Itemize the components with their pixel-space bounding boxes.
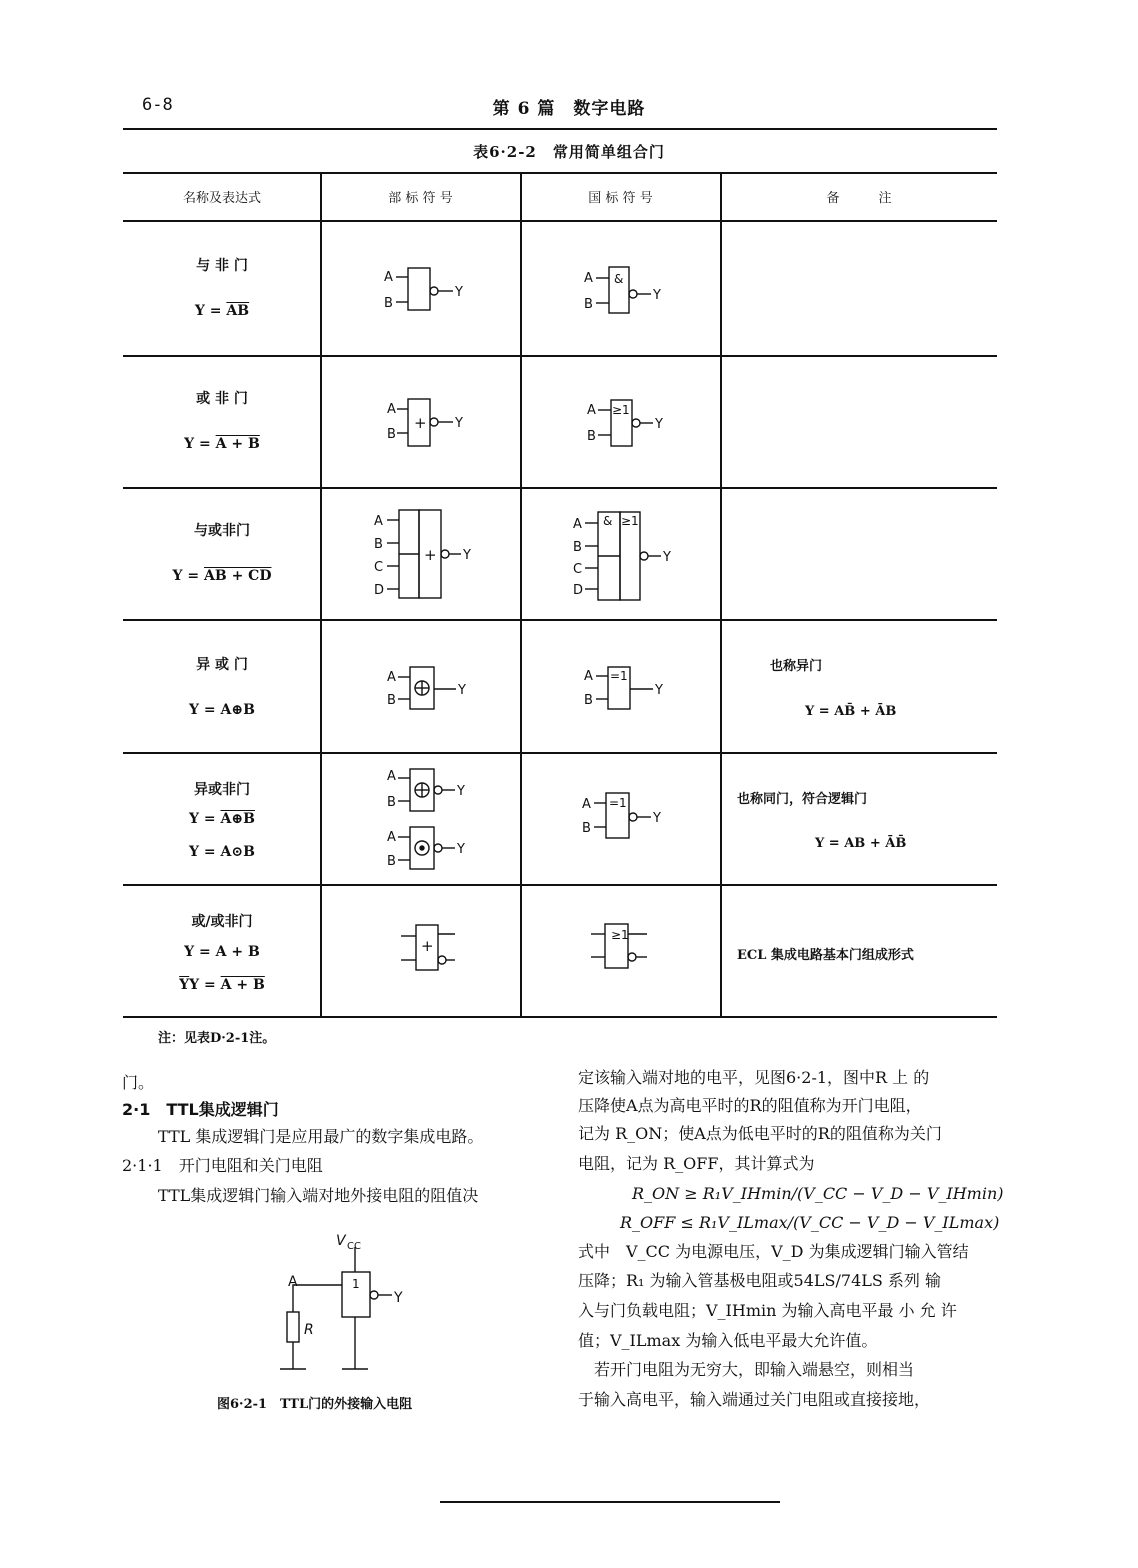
section-heading: 2·1 TTL集成逻辑门 [122,1100,279,1119]
or-plus-symbol: + [414,414,427,432]
input-a-label: A [587,403,596,418]
remark-line: 也称同门，符合逻辑门 [737,792,868,807]
paragraph-line: 入与门负载电阻；V_IHmin 为输入高电平最 小 允 许 [578,1301,957,1320]
gate-symbol: 1 [352,1277,360,1291]
output-y-label: Y [463,548,471,563]
nand-ministry-body [408,268,430,310]
gate-name: 异 或 门 [196,657,248,673]
gate-name: 异或非门 [194,782,250,798]
input-a-label: A [582,797,591,812]
gate-expression-alt: Y = A⊙B [189,844,255,860]
input-a-label: A [387,670,396,685]
gate-expression: Y = A + B [184,944,260,960]
vcc-subscript: CC [347,1241,361,1252]
formula-r-off: R_OFF ≤ R₁V_ILmax/(V_CC − V_D − V_ILmax) [620,1213,1000,1232]
gate-expression: Y = AB + CD [172,568,272,584]
column-header-national-symbol: 国 标 符 号 [588,191,653,206]
and-symbol: & [614,272,624,286]
remark-line: ECL 集成电路基本门组成形式 [737,948,914,963]
input-b-label: B [573,540,582,555]
or-ge1-symbol: ≥1 [621,514,639,528]
section-title: 第 6 篇 数字电路 [492,99,646,119]
page-number: 6-8 [142,95,173,115]
paragraph-line: 值；V_ILmax 为输入低电平最大允许值。 [578,1331,878,1350]
formula-r-on: R_ON ≥ R₁V_IHmin/(V_CC − V_D − V_IHmin) [632,1184,1004,1203]
table-title: 表6·2-2 常用简单组合门 [473,143,665,161]
output-y-label: Y [655,683,663,698]
column-header-name: 名称及表达式 [182,191,261,206]
paragraph: TTL 集成逻辑门是应用最广的数字集成电路。 [158,1127,484,1146]
paragraph-line: 式中 V_CC 为电源电压，V_D 为集成逻辑门输入管结 [578,1242,969,1261]
page-footer-rule [440,1501,780,1503]
resistor-label: R [304,1322,314,1338]
paragraph-line: 定该输入端对地的电平，见图6·2-1，图中R 上 的 [578,1068,930,1087]
input-b-label: B [582,821,591,836]
input-a-label: A [288,1274,298,1290]
input-b-label: B [387,427,396,442]
output-y-label: Y [655,417,663,432]
column-header-ministry-symbol: 部 标 符 号 [388,191,453,206]
input-a-label: A [387,402,396,417]
input-c-label: C [573,562,583,577]
gate-name: 或 非 门 [196,391,248,407]
input-a-label: A [573,517,582,532]
or-plus-symbol: + [421,937,434,955]
output-y-label: Y [653,288,661,303]
remark-line: 也称异门 [770,659,823,674]
gate-symbols-drawing [321,220,1120,1018]
output-y-label: Y [663,550,671,565]
input-a-label: A [584,669,593,684]
input-b-label: B [387,854,396,869]
figure-caption: 图6·2-1 TTL门的外接输入电阻 [217,1397,413,1412]
paragraph: TTL集成逻辑门输入端对地外接电阻的阻值决 [158,1186,479,1205]
gate-expression: $Y = \overline{AB}$ [194,303,250,319]
input-c-label: C [374,560,384,575]
paragraph-line: 电阻，记为 R_OFF，其计算式为 [578,1154,815,1173]
column-header-remarks: 备 注 [826,191,892,206]
paragraph-continuation: 门。 [122,1073,155,1092]
resistor-r [287,1312,299,1342]
input-a-label: A [384,270,393,285]
output-y-label: Y [457,784,465,799]
gate-expression: Y = A + B [184,436,260,452]
output-y-label: Y [653,811,661,826]
input-a-label: A [387,769,396,784]
input-b-label: B [384,296,393,311]
and-symbol: & [603,514,613,528]
vcc-label: V [336,1233,346,1249]
gate-name: 与或非门 [194,523,250,539]
paragraph-line: 压降使A点为高电平时的R的阻值称为开门电阻， [578,1096,922,1115]
output-y-label: Y [455,285,463,300]
input-a-label: A [584,271,593,286]
subsection-heading: 2·1·1 开门电阻和关门电阻 [122,1156,323,1175]
paragraph-line: 于输入高电平，输入端通过关门电阻或直接接地， [578,1390,931,1409]
xor-eq1-symbol: =1 [610,669,628,683]
paragraph-line: 若开门电阻为无穷大，即输入端悬空，则相当 [578,1360,915,1379]
input-b-label: B [587,429,596,444]
paragraph-line: 记为 R_ON；使A点为低电平时的R的阻值称为关门 [578,1124,942,1143]
input-a-label: A [387,830,396,845]
xor-eq1-symbol: =1 [609,796,627,810]
input-b-label: B [374,537,383,552]
output-y-label: Y [457,842,465,857]
remark-formula: Y = AB̄ + ĀB [805,704,897,719]
or-plus-symbol: + [424,546,437,564]
or-ge1-symbol: ≥1 [612,403,630,417]
input-d-label: D [573,583,584,598]
remark-formula: Y = AB + ĀB̄ [815,836,907,851]
input-a-label: A [374,514,383,529]
input-b-label: B [387,693,396,708]
header-rule [123,128,997,130]
gate-name: 或/或非门 [191,914,253,930]
input-b-label: B [387,795,396,810]
figure-ttl-input-resistor [270,1225,440,1385]
table-footnote: 注：见表D·2-1注。 [158,1031,276,1046]
gate-expression-complement: $\overline{Y}Y = A + B$ [179,977,265,993]
output-y-label: Y [394,1290,403,1306]
output-y-label: Y [458,683,466,698]
gate-expression: Y = A⊕B [189,811,255,827]
output-y-label: Y [455,416,463,431]
or-ge1-symbol: ≥1 [611,928,629,942]
gate-name: 与 非 门 [196,258,248,274]
input-b-label: B [584,297,593,312]
input-b-label: B [584,693,593,708]
gate-expression: Y = A⊕B [189,702,255,718]
paragraph-line: 压降；R₁ 为输入管基极电阻或54LS/74LS 系列 输 [578,1271,942,1290]
input-d-label: D [374,583,385,598]
table-top-rule [123,172,997,174]
